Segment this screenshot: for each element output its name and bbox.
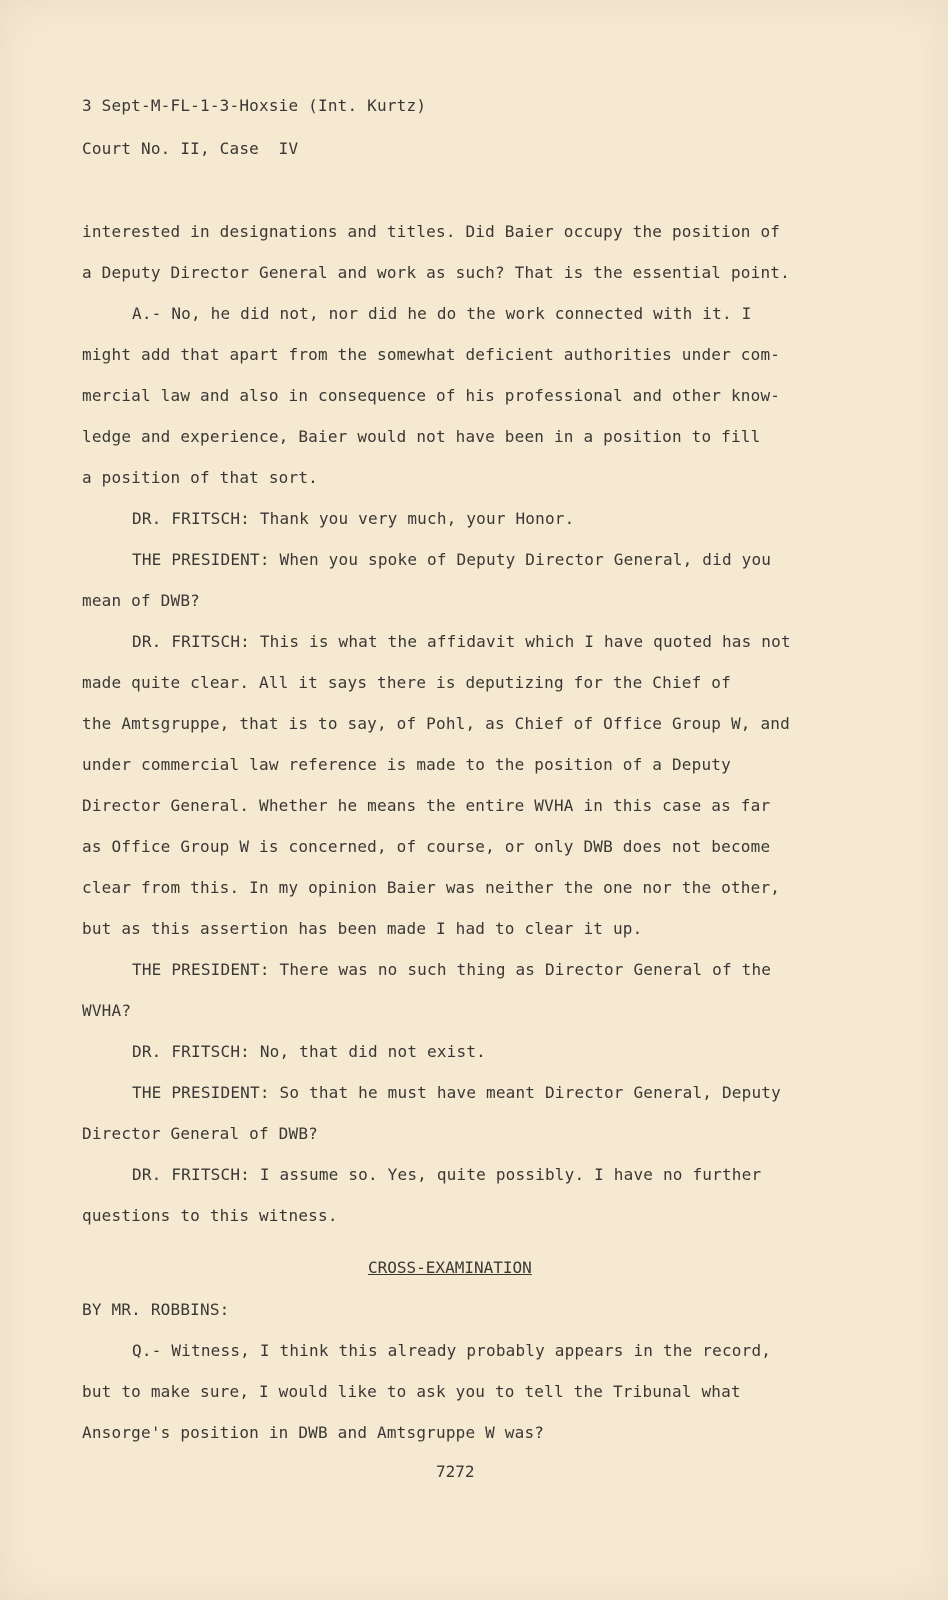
section-heading: CROSS-EXAMINATION [368, 1258, 532, 1277]
text-line: Q.- Witness, I think this already probably appears in the record, [132, 1341, 772, 1360]
text-line: DR. FRITSCH: No, that did not exist. [132, 1042, 486, 1061]
text-line: Ansorge's position in DWB and Amtsgruppe W was? [82, 1423, 545, 1442]
text-line: clear from this. In my opinion Baier was neither the one nor the other, [82, 878, 781, 897]
text-line: A.- No, he did not, nor did he do the work connected with it. I [132, 304, 752, 323]
header-line-1: 3 Sept-M-FL-1-3-Hoxsie (Int. Kurtz) [82, 96, 427, 115]
text-line: a position of that sort. [82, 468, 318, 487]
text-line: interested in designations and titles. Did Baier occupy the position of [82, 222, 781, 241]
text-line: mean of DWB? [82, 591, 200, 610]
text-line: a Deputy Director General and work as such? That is the essential point. [82, 263, 790, 282]
text-line: but to make sure, I would like to ask you to tell the Tribunal what [82, 1382, 741, 1401]
text-line: DR. FRITSCH: This is what the affidavit which I have quoted has not [132, 632, 791, 651]
text-line: THE PRESIDENT: There was no such thing as Director General of the [132, 960, 772, 979]
page-number: 7272 [436, 1462, 475, 1481]
text-line: questions to this witness. [82, 1206, 338, 1225]
text-line: Director General of DWB? [82, 1124, 318, 1143]
text-line: BY MR. ROBBINS: [82, 1300, 230, 1319]
text-line: mercial law and also in consequence of his professional and other know- [82, 386, 781, 405]
text-line: DR. FRITSCH: Thank you very much, your Honor. [132, 509, 575, 528]
text-line: but as this assertion has been made I had to clear it up. [82, 919, 643, 938]
text-line: WVHA? [82, 1001, 132, 1020]
text-line: under commercial law reference is made to the position of a Deputy [82, 755, 731, 774]
text-line: THE PRESIDENT: So that he must have meant Director General, Deputy [132, 1083, 781, 1102]
text-line: made quite clear. All it says there is deputizing for the Chief of [82, 673, 731, 692]
text-line: DR. FRITSCH: I assume so. Yes, quite possibly. I have no further [132, 1165, 762, 1184]
text-line: the Amtsgruppe, that is to say, of Pohl, as Chief of Office Group W, and [82, 714, 790, 733]
text-line: might add that apart from the somewhat deficient authorities under com- [82, 345, 781, 364]
text-line: Director General. Whether he means the entire WVHA in this case as far [82, 796, 771, 815]
text-line: as Office Group W is concerned, of course, or only DWB does not become [82, 837, 771, 856]
text-line: THE PRESIDENT: When you spoke of Deputy Director General, did you [132, 550, 772, 569]
text-line: ledge and experience, Baier would not have been in a position to fill [82, 427, 761, 446]
header-line-2: Court No. II, Case IV [82, 139, 299, 158]
